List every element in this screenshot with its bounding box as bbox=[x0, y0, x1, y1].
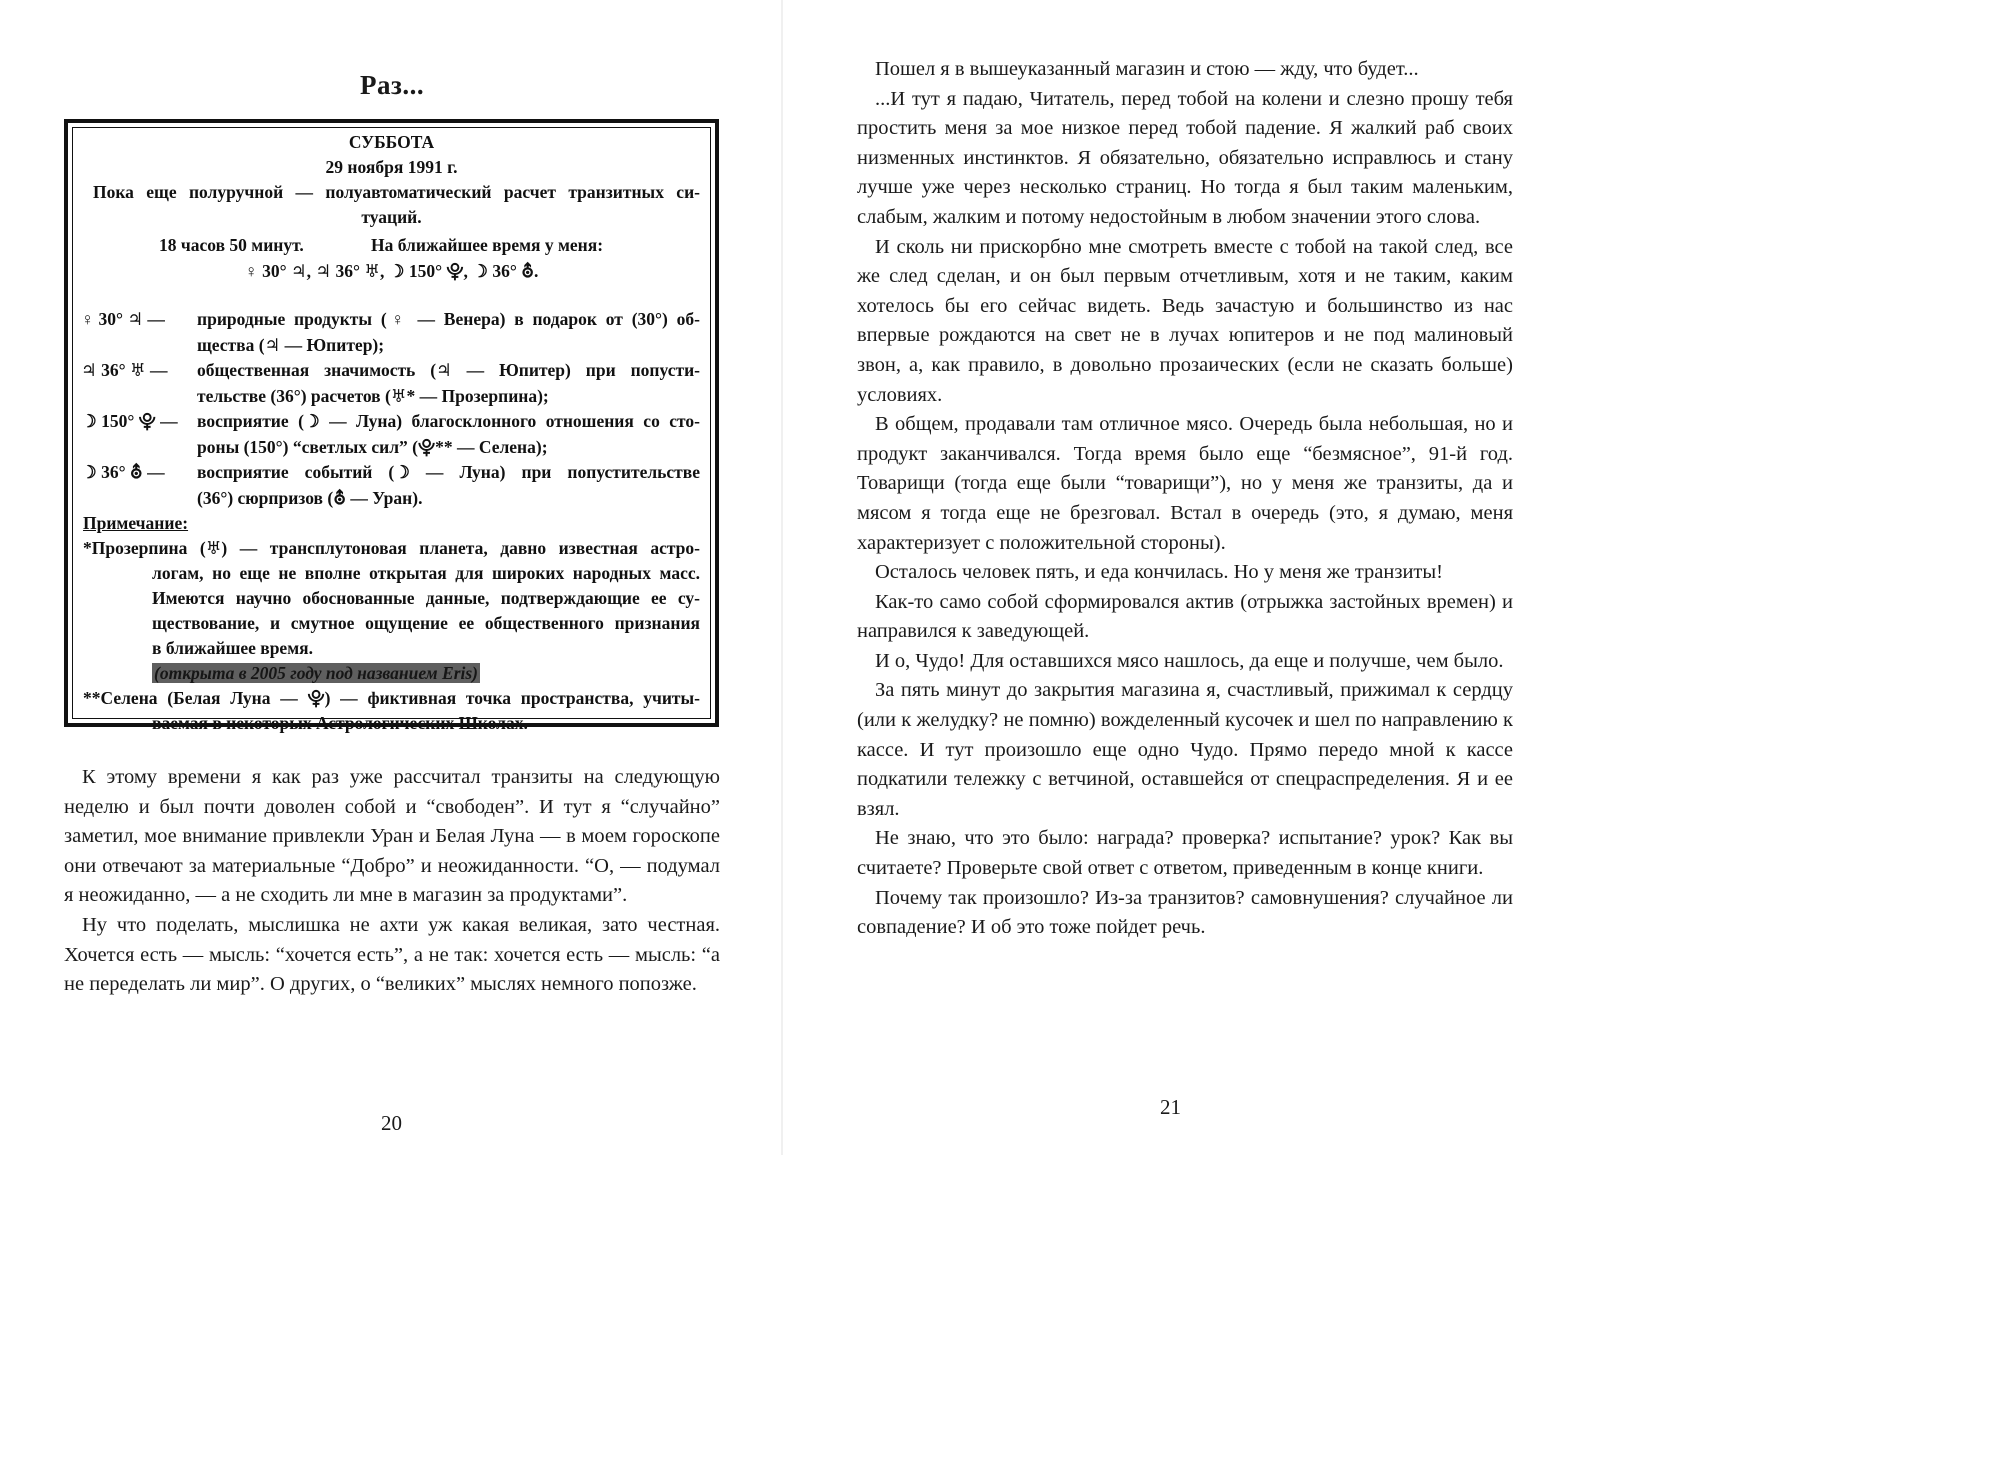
item-3-line-2: роны (150°) “светлых сил” (⯓** — Селена); bbox=[197, 437, 548, 457]
item-3-symbol: ☽ 150° ⯓ — bbox=[81, 411, 178, 431]
right-body-text bbox=[857, 55, 1513, 943]
note-1-line-5: в ближайшее время. bbox=[152, 638, 313, 658]
transit-calculation-box bbox=[64, 119, 719, 733]
paragraph: Ну что поделать, мыслишка не ахти уж какая великая, зато честная. Хочется есть — мысль: “хочется есть”, а не так: хочется есть — мысль: “а не переделать ли мир”. О других, о “великих” мыслях немного попозже. bbox=[64, 913, 720, 996]
chapter-title: Раз... bbox=[360, 70, 425, 100]
paragraph: ...И тут я падаю, Читатель, перед тобой на колени и слезно прошу тебя простить меня за мое низкое перед тобой падение. Я жалкий раб своих низменных инстинктов. Я обязательно, обязательно исправлюсь и стану лучше уже через несколько страниц. Но тогда я был таким маленьким, слабым, жалким и потому недостойным в любом значении этого слова. bbox=[857, 87, 1513, 228]
right-page bbox=[782, 0, 1565, 1155]
item-2-line-1: общественная значимость (♃ — Юпитер) при попусти- bbox=[197, 360, 700, 380]
paragraph: За пять минут до закрытия магазина я, счастливый, прижимал к сердцу (или к желудку? не помню) вожделенный кусочек и шел по направлению к кассе. И тут произошло еще одно Чудо. Прямо передо мной к кассе подкатили тележку с ветчиной, оставшейся от спецраспределения. Я и ее взял. bbox=[857, 679, 1513, 820]
item-1-line-1: природные продукты (♀ — Венера) в подарок от (30°) об- bbox=[197, 309, 700, 329]
paragraph: К этому времени я как раз уже рассчитал транзиты на следующую неделю и был почти доволен собой и “свободен”. И тут я “случайно” заметил, мое внимание привлекли Уран и Белая Луна — в моем гороскопе они отвечают за материальные “Добро” и неожиданности. “О, — подумал я неожиданно, — а не сходить ли мне в магазин за продуктами”. bbox=[64, 766, 720, 907]
box-intro-line-1: Пока еще полуручной — полуавтоматический расчет транзитных си- bbox=[93, 182, 700, 202]
box-time: 18 часов 50 минут. bbox=[159, 235, 304, 255]
paragraph: Пошел я в вышеуказанный магазин и стою — жду, что будет... bbox=[875, 58, 1419, 80]
item-2-line-2: тельстве (36°) расчетов (♅* — Прозерпина); bbox=[197, 386, 549, 406]
note-title: Примечание: bbox=[83, 513, 189, 533]
paragraph: В общем, продавали там отличное мясо. Очередь была небольшая, но и продукт заканчивался. Тогда время было еще “безмясное”, 91-й год. Товарищи (тогда еще были “товарищи”), но у меня же транзиты, да и мясом я тогда еще не брезговал. Встал в очередь (это, я думаю, меня характеризует с положительной стороны). bbox=[857, 413, 1513, 554]
item-4-symbol: ☽ 36° ⛢ — bbox=[81, 462, 165, 482]
eris-highlight: (открыта в 2005 году под названием Eris) bbox=[154, 663, 479, 683]
left-body-text bbox=[64, 763, 720, 1000]
paragraph: И сколь ни прискорбно мне смотреть вместе с тобой на такой след, все же след сделан, и он был первым отчетливым, хотя и не таким, каким хотелось бы его сейчас видеть. Ведь зачастую и большинство из нас впервые рождаются на свет не в лучах юпитеров и не под малиновый звон, а, как правило, в довольно прозаических (если не сказать больше) условиях. bbox=[857, 235, 1513, 406]
paragraph: Не знаю, что это было: награда? проверка? испытание? урок? Как вы считаете? Проверьте свой ответ с ответом, приведенным в конце книги. bbox=[857, 827, 1513, 880]
paragraph: И о, Чудо! Для оставшихся мясо нашлось, да еще и получше, чем было. bbox=[875, 649, 1504, 672]
note-1-line-2: логам, но еще не вполне открытая для широких народных масс. bbox=[152, 563, 700, 583]
note-1-line-3: Имеются научно обоснованные данные, подтверждающие ее су- bbox=[152, 588, 700, 608]
left-page bbox=[0, 0, 782, 1155]
paragraph: Почему так произошло? Из-за транзитов? самовнушения? случайное ли совпадение? И об это тоже пойдет речь. bbox=[857, 886, 1513, 939]
note-1-line-4: ществование, и смутное ощущение ее общественного признания bbox=[152, 613, 700, 633]
note-2-line-2: ваемая в некоторых Астрологических Школах. bbox=[152, 713, 528, 733]
item-4-line-1: восприятие событий (☽ — Луна) при попустительстве bbox=[197, 462, 700, 482]
page-number-left: 20 bbox=[381, 1111, 402, 1135]
item-2-symbol: ♃ 36° ♅ — bbox=[81, 360, 168, 380]
box-intro-line-2: туаций. bbox=[361, 207, 422, 227]
item-1-symbol: ♀ 30° ♃ — bbox=[81, 309, 165, 329]
item-4-line-2: (36°) сюрпризов (⛢ — Уран). bbox=[197, 488, 423, 508]
paragraph: Как-то само собой сформировался актив (отрыжка застойных времен) и направился к заведующей. bbox=[857, 590, 1513, 643]
box-aspects: ♀ 30° ♃, ♃ 36° ♅, ☽ 150° ⯓, ☽ 36° ⛢. bbox=[244, 261, 539, 281]
note-1-line-1: *Прозерпина (♅) — трансплутоновая планета, давно известная астро- bbox=[83, 538, 700, 558]
box-day: СУББОТА bbox=[348, 132, 435, 152]
paragraph: Осталось человек пять, и еда кончилась. Но у меня же транзиты! bbox=[875, 561, 1443, 584]
item-3-line-1: восприятие (☽ — Луна) благосклонного отношения со сто- bbox=[197, 411, 700, 431]
box-inner-border bbox=[72, 127, 711, 733]
box-date: 29 ноября 1991 г. bbox=[325, 157, 458, 177]
page-number-right: 21 bbox=[1160, 1095, 1181, 1119]
note-2-line-1: **Селена (Белая Луна — ⯓) — фиктивная точка пространства, учиты- bbox=[83, 688, 700, 708]
item-1-line-2: щества (♃ — Юпитер); bbox=[197, 335, 385, 355]
box-nearest: На ближайшее время у меня: bbox=[371, 235, 604, 255]
